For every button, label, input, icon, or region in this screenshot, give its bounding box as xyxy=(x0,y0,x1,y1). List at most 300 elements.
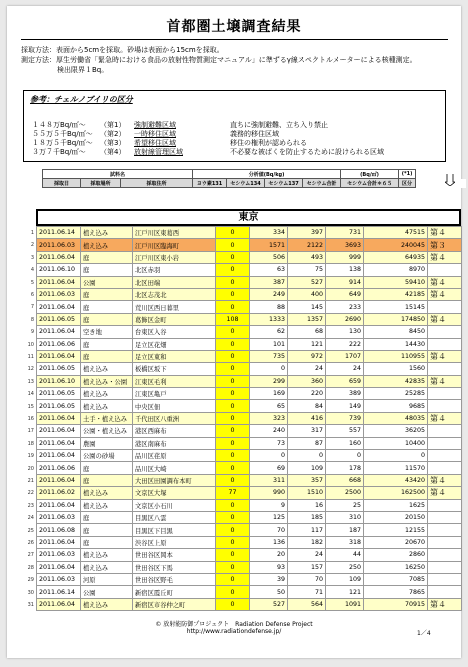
cell-cs137: 397 xyxy=(288,227,326,239)
cell-cs134: 311 xyxy=(250,474,288,486)
table-row xyxy=(37,511,462,523)
table-row xyxy=(37,412,462,424)
cell-date: 2011.06.10 xyxy=(37,375,81,387)
table-row xyxy=(37,338,462,350)
cell-cs137: 564 xyxy=(288,598,326,610)
header-analysis: 分析値(Bq/kg) xyxy=(193,170,341,179)
table-row xyxy=(37,499,462,511)
cell-address: 文京区小石川 xyxy=(133,499,216,511)
cell-place: 植え込み xyxy=(81,363,133,375)
cell-place: 庭 xyxy=(81,511,133,523)
cell-date: 2011.06.03 xyxy=(37,239,81,251)
cell-cs134: 125 xyxy=(250,511,288,523)
cell-place: 植え込み xyxy=(81,598,133,610)
row-number: 2 xyxy=(30,242,34,249)
table-row xyxy=(37,400,462,412)
row-number: 7 xyxy=(30,304,34,311)
cell-cs-total: 15145 xyxy=(364,301,428,313)
cell-date: 2011.06.04 xyxy=(37,561,81,573)
cell-place: 庭 xyxy=(81,301,133,313)
table-row xyxy=(37,375,462,387)
cell-address: 中央区佃 xyxy=(133,400,216,412)
cell-address: 足立区花畑 xyxy=(133,338,216,350)
cell-rank xyxy=(428,499,462,511)
header-sample: 試料名 xyxy=(43,170,193,179)
cell-address: 世田谷区下馬 xyxy=(133,561,216,573)
cell-cs134: 249 xyxy=(250,288,288,300)
cell-iodine: 0 xyxy=(216,326,250,338)
header-note: (*1) xyxy=(399,170,416,179)
cell-rank xyxy=(428,573,462,585)
cell-place: 庭 xyxy=(81,462,133,474)
cell-address: 品川区荏原 xyxy=(133,450,216,462)
cell-cs137: 493 xyxy=(288,251,326,263)
cell-date: 2011.06.04 xyxy=(37,425,81,437)
cell-cs137: 68 xyxy=(288,326,326,338)
row-number: 22 xyxy=(27,490,34,497)
header-cs-sum: セシウム合計 xyxy=(303,179,341,188)
cell-cs-total: 1560 xyxy=(364,363,428,375)
row-number: 5 xyxy=(30,279,34,286)
cell-cs137: 145 xyxy=(288,301,326,313)
results-table xyxy=(36,226,462,611)
cell-cs137: 84 xyxy=(288,400,326,412)
row-number: 19 xyxy=(27,453,34,460)
cell-cs-sum: 160 xyxy=(326,437,364,449)
table-row xyxy=(37,288,462,300)
cell-rank xyxy=(428,400,462,412)
cell-date: 2011.06.04 xyxy=(37,301,81,313)
reference-zone: 一時移住区域 xyxy=(134,130,176,138)
document-page xyxy=(7,6,461,658)
cell-place: 植え込み xyxy=(81,499,133,511)
cell-cs137: 220 xyxy=(288,388,326,400)
reference-zone: 希望移住区域 xyxy=(134,139,176,147)
cell-cs137: 16 xyxy=(288,499,326,511)
cell-address: 世田谷区岡本 xyxy=(133,549,216,561)
cell-iodine: 0 xyxy=(216,586,250,598)
row-number: 9 xyxy=(30,329,34,336)
table-row xyxy=(37,264,462,276)
cell-rank xyxy=(428,425,462,437)
cell-rank xyxy=(428,338,462,350)
row-number: 23 xyxy=(27,502,34,509)
cell-iodine: 0 xyxy=(216,549,250,561)
table-header xyxy=(42,169,466,188)
reference-desc: 移住の権利が認められる xyxy=(230,139,307,147)
cell-date: 2011.06.04 xyxy=(37,499,81,511)
row-number: 25 xyxy=(27,527,34,534)
cell-cs134: 506 xyxy=(250,251,288,263)
reference-zone: 強制避難区域 xyxy=(134,121,176,129)
cell-address: 台東区入谷 xyxy=(133,326,216,338)
row-number: 17 xyxy=(27,428,34,435)
cell-cs134: 0 xyxy=(250,450,288,462)
cell-place: 空き地 xyxy=(81,326,133,338)
cell-cs-total: 42185 xyxy=(364,288,428,300)
cell-cs-sum: 2500 xyxy=(326,487,364,499)
table-row xyxy=(37,536,462,548)
cell-place: 庭 xyxy=(81,524,133,536)
row-number: 31 xyxy=(27,602,34,608)
cell-address: 港区南麻布 xyxy=(133,437,216,449)
cell-address: 大田区田園調布本町 xyxy=(133,474,216,486)
cell-cs-sum: 310 xyxy=(326,511,364,523)
cell-cs137: 1357 xyxy=(288,313,326,325)
cell-cs-sum: 149 xyxy=(326,400,364,412)
header-cs134: セシウム134 xyxy=(227,179,265,188)
cell-cs134: 136 xyxy=(250,536,288,548)
cell-place: 庭 xyxy=(81,313,133,325)
table-row xyxy=(37,388,462,400)
cell-cs-total: 11570 xyxy=(364,462,428,474)
cell-cs134: 65 xyxy=(250,400,288,412)
cell-cs-total: 12155 xyxy=(364,524,428,536)
cell-cs-total: 10400 xyxy=(364,437,428,449)
cell-cs-total: 14430 xyxy=(364,338,428,350)
table-row xyxy=(37,437,462,449)
cell-cs137: 185 xyxy=(288,511,326,523)
cell-date: 2011.06.14 xyxy=(37,227,81,239)
cell-place: 庭 xyxy=(81,338,133,350)
cell-cs-total: 240045 xyxy=(364,239,428,251)
cell-cs134: 0 xyxy=(250,363,288,375)
cell-iodine: 77 xyxy=(216,487,250,499)
cell-cs134: 1333 xyxy=(250,313,288,325)
cell-cs137: 972 xyxy=(288,350,326,362)
cell-cs-sum: 731 xyxy=(326,227,364,239)
cell-address: 品川区大崎 xyxy=(133,462,216,474)
cell-cs137: 70 xyxy=(288,573,326,585)
cell-cs-total: 42835 xyxy=(364,375,428,387)
cell-place: 庭 xyxy=(81,536,133,548)
reference-value: １８万５千Bq/㎡〜 xyxy=(32,139,93,147)
row-number: 3 xyxy=(30,254,34,261)
method-line-3: 検出限界１Bq。 xyxy=(57,66,109,74)
table-row xyxy=(37,363,462,375)
cell-cs-total: 2860 xyxy=(364,549,428,561)
cell-date: 2011.06.05 xyxy=(37,313,81,325)
cell-cs134: 299 xyxy=(250,375,288,387)
cell-iodine: 0 xyxy=(216,511,250,523)
section-heading-tokyo: 東京 xyxy=(36,209,461,226)
cell-place: 植え込み xyxy=(81,400,133,412)
cell-address: 江東区毛利 xyxy=(133,375,216,387)
footer-url: http://www.radiationdefense.jp/ xyxy=(186,628,282,635)
cell-date: 2011.06.04 xyxy=(37,326,81,338)
cell-date: 2011.06.04 xyxy=(37,412,81,424)
cell-iodine: 0 xyxy=(216,573,250,585)
cell-date: 2011.06.04 xyxy=(37,450,81,462)
cell-rank: 第４ xyxy=(428,276,462,288)
cell-rank xyxy=(428,561,462,573)
cell-place: 庭 xyxy=(81,264,133,276)
cell-cs-sum: 109 xyxy=(326,573,364,585)
cell-date: 2011.06.05 xyxy=(37,400,81,412)
cell-cs134: 9 xyxy=(250,499,288,511)
cell-cs137: 109 xyxy=(288,462,326,474)
cell-address: 北区田端 xyxy=(133,276,216,288)
cell-place: 庭 xyxy=(81,350,133,362)
cell-rank xyxy=(428,524,462,536)
row-number: 10 xyxy=(27,341,34,348)
footer-copyright: © 放射能防御プロジェクト Radiation Defense Project xyxy=(155,621,313,628)
cell-cs137: 121 xyxy=(288,338,326,350)
cell-cs134: 73 xyxy=(250,437,288,449)
cell-cs134: 387 xyxy=(250,276,288,288)
cell-rank xyxy=(428,586,462,598)
cell-place: 植え込み・公園 xyxy=(81,375,133,387)
cell-cs137: 2122 xyxy=(288,239,326,251)
cell-cs-total: 8450 xyxy=(364,326,428,338)
cell-cs-total: 8970 xyxy=(364,264,428,276)
cell-cs-total: 48035 xyxy=(364,412,428,424)
cell-cs-sum: 233 xyxy=(326,301,364,313)
method-line-1: 採取方法：表面から5cmを採取。砂場は表面から15cmを採取。 xyxy=(21,46,224,54)
reference-num: （第2） xyxy=(100,130,126,138)
cell-cs-total: 70915 xyxy=(364,598,428,610)
cell-cs-sum: 2690 xyxy=(326,313,364,325)
table-row xyxy=(37,227,462,239)
cell-iodine: 0 xyxy=(216,536,250,548)
cell-rank: 第４ xyxy=(428,487,462,499)
cell-iodine: 0 xyxy=(216,425,250,437)
table-row xyxy=(37,425,462,437)
cell-cs-sum: 1707 xyxy=(326,350,364,362)
cell-iodine: 0 xyxy=(216,561,250,573)
cell-cs137: 317 xyxy=(288,425,326,437)
cell-rank: 第４ xyxy=(428,412,462,424)
table-row xyxy=(37,487,462,499)
cell-cs134: 527 xyxy=(250,598,288,610)
title-rule xyxy=(21,39,448,40)
cell-place: 植え込み xyxy=(81,388,133,400)
cell-cs-sum: 44 xyxy=(326,549,364,561)
cell-cs-sum: 0 xyxy=(326,450,364,462)
cell-iodine: 0 xyxy=(216,288,250,300)
cell-cs-total: 7865 xyxy=(364,586,428,598)
cell-cs-total: 16250 xyxy=(364,561,428,573)
cell-cs-sum: 649 xyxy=(326,288,364,300)
method-line-2: 測定方法：厚生労働省「緊急時における食品の放射性物質測定マニュアル」に準ずるγ線スペクトルメーターによる核種測定。 xyxy=(21,56,417,64)
cell-cs134: 69 xyxy=(250,462,288,474)
table-row xyxy=(37,524,462,536)
table-row xyxy=(37,598,462,610)
row-number: 11 xyxy=(27,354,34,360)
cell-iodine: 0 xyxy=(216,363,250,375)
cell-iodine: 0 xyxy=(216,400,250,412)
cell-date: 2011.06.03 xyxy=(37,288,81,300)
reference-desc: 不必要な被ばくを防止するために設けられる区域 xyxy=(230,148,384,156)
table-row xyxy=(37,276,462,288)
cell-address: 新宿区霞丘町 xyxy=(133,586,216,598)
cell-address: 江戸川区東小岩 xyxy=(133,251,216,263)
table-row xyxy=(37,573,462,585)
cell-date: 2011.06.04 xyxy=(37,276,81,288)
header-place: 採取場所 xyxy=(81,179,121,188)
cell-date: 2011.06.06 xyxy=(37,462,81,474)
cell-address: 新宿区市谷仲之町 xyxy=(133,598,216,610)
cell-cs134: 169 xyxy=(250,388,288,400)
cell-address: 板橋区坂下 xyxy=(133,363,216,375)
cell-cs137: 0 xyxy=(288,450,326,462)
row-number: 8 xyxy=(30,316,34,323)
cell-cs-total: 174850 xyxy=(364,313,428,325)
cell-date: 2011.06.04 xyxy=(37,598,81,610)
cell-rank xyxy=(428,326,462,338)
cell-place: 庭 xyxy=(81,474,133,486)
cell-cs137: 1510 xyxy=(288,487,326,499)
cell-rank xyxy=(428,264,462,276)
cell-cs134: 88 xyxy=(250,301,288,313)
table-row xyxy=(37,561,462,573)
cell-rank xyxy=(428,511,462,523)
row-number: 6 xyxy=(30,292,34,298)
row-number: 14 xyxy=(27,391,34,398)
cell-cs134: 70 xyxy=(250,524,288,536)
cell-cs134: 1571 xyxy=(250,239,288,251)
cell-address: 江戸川区東葛西 xyxy=(133,227,216,239)
cell-address: 江戸川区臨海町 xyxy=(133,239,216,251)
row-number: 30 xyxy=(27,589,34,596)
cell-address: 文京区大塚 xyxy=(133,487,216,499)
cell-address: 渋谷区上原 xyxy=(133,536,216,548)
cell-iodine: 0 xyxy=(216,264,250,276)
reference-num: （第4） xyxy=(100,148,126,156)
cell-cs-sum: 659 xyxy=(326,375,364,387)
cell-iodine: 0 xyxy=(216,251,250,263)
cell-place: 公園の砂場 xyxy=(81,450,133,462)
cell-cs137: 87 xyxy=(288,437,326,449)
cell-place: 農園 xyxy=(81,437,133,449)
cell-rank: 第３ xyxy=(428,239,462,251)
chernobyl-reference-box xyxy=(23,90,446,162)
table-row xyxy=(37,313,462,325)
cell-rank: 第４ xyxy=(428,474,462,486)
cell-place: 植え込み xyxy=(81,561,133,573)
reference-desc: 直ちに強制避難、立ち入り禁止 xyxy=(230,121,328,129)
header-cs-total: セシウム合計＊６５ xyxy=(341,179,399,188)
cell-cs-sum: 914 xyxy=(326,276,364,288)
cell-date: 2011.06.02 xyxy=(37,487,81,499)
cell-address: 江東区亀戸 xyxy=(133,388,216,400)
cell-address: 北区志茂北 xyxy=(133,288,216,300)
cell-rank xyxy=(428,462,462,474)
cell-place: 庭 xyxy=(81,251,133,263)
cell-cs-sum: 130 xyxy=(326,326,364,338)
reference-desc: 義務的移住区域 xyxy=(230,130,279,138)
cell-cs134: 39 xyxy=(250,573,288,585)
cell-cs137: 71 xyxy=(288,586,326,598)
cell-date: 2011.06.14 xyxy=(37,586,81,598)
cell-cs-sum: 739 xyxy=(326,412,364,424)
cell-cs137: 75 xyxy=(288,264,326,276)
cell-cs-total: 0 xyxy=(364,450,428,462)
cell-iodine: 0 xyxy=(216,437,250,449)
cell-date: 2011.06.04 xyxy=(37,536,81,548)
cell-iodine: 0 xyxy=(216,412,250,424)
cell-cs-sum: 24 xyxy=(326,363,364,375)
row-number: 20 xyxy=(27,465,34,472)
cell-cs-total: 36205 xyxy=(364,425,428,437)
page-number: 1／4 xyxy=(417,630,431,637)
cell-rank: 第４ xyxy=(428,288,462,300)
method-description xyxy=(21,45,417,75)
cell-cs-sum: 250 xyxy=(326,561,364,573)
cell-date: 2011.06.04 xyxy=(37,350,81,362)
cell-cs-total: 1625 xyxy=(364,499,428,511)
cell-cs-sum: 138 xyxy=(326,264,364,276)
header-rank: 区分 xyxy=(399,179,416,188)
page-title: 首都圏土壌調査結果 xyxy=(166,19,302,35)
table-row xyxy=(37,301,462,313)
cell-date: 2011.06.04 xyxy=(37,437,81,449)
cell-cs-total: 9685 xyxy=(364,400,428,412)
row-number: 28 xyxy=(27,564,34,571)
cell-cs137: 416 xyxy=(288,412,326,424)
row-number: 1 xyxy=(30,230,34,236)
cell-cs-sum: 3693 xyxy=(326,239,364,251)
cell-cs-total: 47515 xyxy=(364,227,428,239)
cell-address: 北区赤羽 xyxy=(133,264,216,276)
cell-cs-sum: 668 xyxy=(326,474,364,486)
row-number: 26 xyxy=(27,540,34,546)
header-cs137: セシウム137 xyxy=(265,179,303,188)
cell-iodine: 0 xyxy=(216,474,250,486)
cell-place: 公園 xyxy=(81,586,133,598)
cell-cs-sum: 389 xyxy=(326,388,364,400)
cell-cs-sum: 187 xyxy=(326,524,364,536)
cell-iodine: 0 xyxy=(216,375,250,387)
reference-heading: 参考：チェルノブイリの区分 xyxy=(30,95,133,104)
row-number: 29 xyxy=(27,577,34,584)
cell-address: 荒川区西日暮里 xyxy=(133,301,216,313)
cell-rank xyxy=(428,536,462,548)
table-row xyxy=(37,239,462,251)
down-arrow-icon xyxy=(445,174,455,186)
cell-cs-sum: 1091 xyxy=(326,598,364,610)
cell-cs-total: 162500 xyxy=(364,487,428,499)
table-row xyxy=(37,549,462,561)
table-row xyxy=(37,450,462,462)
cell-cs134: 50 xyxy=(250,586,288,598)
cell-rank: 第４ xyxy=(428,227,462,239)
cell-place: 河原 xyxy=(81,573,133,585)
cell-cs134: 240 xyxy=(250,425,288,437)
table-row xyxy=(37,474,462,486)
cell-date: 2011.06.03 xyxy=(37,511,81,523)
cell-cs-total: 64935 xyxy=(364,251,428,263)
reference-value: １４８万Bq/㎡〜 xyxy=(32,121,86,129)
cell-date: 2011.06.04 xyxy=(37,474,81,486)
cell-cs137: 24 xyxy=(288,549,326,561)
cell-place: 庭 xyxy=(81,288,133,300)
cell-cs137: 360 xyxy=(288,375,326,387)
cell-date: 2011.06.03 xyxy=(37,573,81,585)
cell-date: 2011.06.04 xyxy=(37,251,81,263)
cell-cs137: 400 xyxy=(288,288,326,300)
cell-date: 2011.06.03 xyxy=(37,549,81,561)
cell-cs-total: 25285 xyxy=(364,388,428,400)
cell-cs-total: 43420 xyxy=(364,474,428,486)
table-row xyxy=(37,350,462,362)
header-date: 採取日 xyxy=(43,179,81,188)
cell-cs-total: 7085 xyxy=(364,573,428,585)
cell-iodine: 0 xyxy=(216,350,250,362)
cell-rank xyxy=(428,450,462,462)
cell-date: 2011.06.08 xyxy=(37,524,81,536)
cell-cs134: 334 xyxy=(250,227,288,239)
